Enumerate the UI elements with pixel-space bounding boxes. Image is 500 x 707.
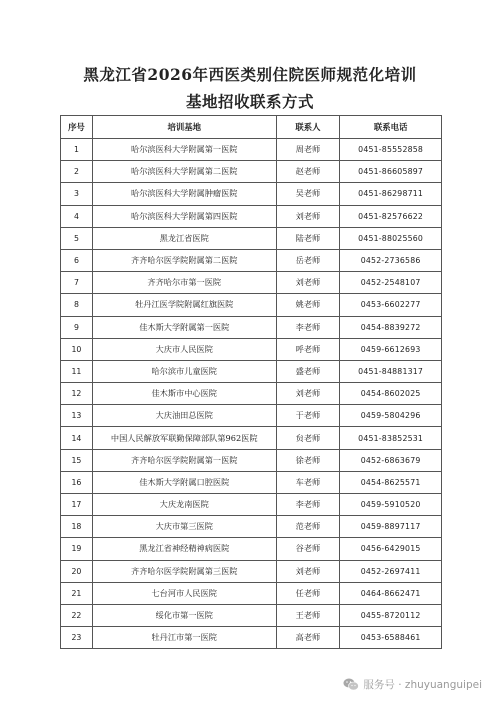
- row-contact: 王老师: [276, 604, 340, 626]
- row-phone: 0453-6588461: [340, 627, 442, 649]
- row-phone: 0452-6863679: [340, 449, 442, 471]
- row-index: 2: [61, 161, 93, 183]
- row-contact: 刘老师: [276, 272, 340, 294]
- row-contact: 盛老师: [276, 360, 340, 382]
- row-base-name: 牡丹江市第一医院: [92, 627, 276, 649]
- row-index: 19: [61, 538, 93, 560]
- row-index: 22: [61, 604, 93, 626]
- row-index: 18: [61, 516, 93, 538]
- table-row: [61, 294, 442, 316]
- row-contact: 岳老师: [276, 249, 340, 271]
- row-contact: 范老师: [276, 516, 340, 538]
- watermark: [343, 677, 482, 692]
- row-base-name: 哈尔滨医科大学附属肿瘤医院: [92, 183, 276, 205]
- row-index: 21: [61, 582, 93, 604]
- row-base-name: 佳木斯大学附属第一医院: [92, 316, 276, 338]
- header-index: 序号: [61, 116, 93, 139]
- row-phone: 0451-82576622: [340, 205, 442, 227]
- row-phone: 0452-2697411: [340, 560, 442, 582]
- table-row: [61, 272, 442, 294]
- table-row: [61, 516, 442, 538]
- row-base-name: 大庆油田总医院: [92, 405, 276, 427]
- row-phone: 0453-6602277: [340, 294, 442, 316]
- row-index: 12: [61, 383, 93, 405]
- row-index: 5: [61, 227, 93, 249]
- table-header-row: [61, 116, 442, 139]
- row-phone: 0452-2548107: [340, 272, 442, 294]
- row-phone: 0454-8839272: [340, 316, 442, 338]
- table-row: [61, 360, 442, 382]
- row-contact: 周老师: [276, 139, 340, 161]
- row-phone: 0454-8602025: [340, 383, 442, 405]
- row-phone: 0452-2736586: [340, 249, 442, 271]
- row-base-name: 大庆龙南医院: [92, 494, 276, 516]
- row-index: 14: [61, 427, 93, 449]
- row-contact: 高老师: [276, 627, 340, 649]
- table-row: [61, 383, 442, 405]
- row-contact: 刘老师: [276, 560, 340, 582]
- table-row: [61, 227, 442, 249]
- row-base-name: 牡丹江医学院附属红旗医院: [92, 294, 276, 316]
- row-contact: 贠老师: [276, 427, 340, 449]
- row-base-name: 哈尔滨医科大学附属第二医院: [92, 161, 276, 183]
- document-title-line1: 黑龙江省2026年西医类别住院医师规范化培训: [83, 65, 417, 84]
- row-contact: 徐老师: [276, 449, 340, 471]
- row-base-name: 哈尔滨医科大学附属第四医院: [92, 205, 276, 227]
- row-contact: 车老师: [276, 471, 340, 493]
- table-row: [61, 494, 442, 516]
- contact-table: [60, 115, 442, 649]
- row-contact: 任老师: [276, 582, 340, 604]
- table-row: [61, 183, 442, 205]
- row-base-name: 大庆市第三医院: [92, 516, 276, 538]
- row-phone: 0455-8720112: [340, 604, 442, 626]
- row-contact: 刘老师: [276, 205, 340, 227]
- row-phone: 0451-88025560: [340, 227, 442, 249]
- row-contact: 赵老师: [276, 161, 340, 183]
- row-base-name: 哈尔滨市儿童医院: [92, 360, 276, 382]
- row-base-name: 黑龙江省神经精神病医院: [92, 538, 276, 560]
- table-row: [61, 538, 442, 560]
- table-row: [61, 471, 442, 493]
- row-phone: 0454-8625571: [340, 471, 442, 493]
- table-row: [61, 205, 442, 227]
- row-base-name: 黑龙江省医院: [92, 227, 276, 249]
- row-index: 8: [61, 294, 93, 316]
- row-index: 6: [61, 249, 93, 271]
- row-contact: 呼老师: [276, 338, 340, 360]
- row-contact: 刘老师: [276, 383, 340, 405]
- row-contact: 姚老师: [276, 294, 340, 316]
- watermark-text: 服务号 · zhuyuanguipei: [363, 679, 482, 691]
- table-row: [61, 627, 442, 649]
- header-base: 培训基地: [92, 116, 276, 139]
- table-row: [61, 604, 442, 626]
- row-phone: 0456-6429015: [340, 538, 442, 560]
- row-contact: 于老师: [276, 405, 340, 427]
- row-phone: 0451-84881317: [340, 360, 442, 382]
- row-index: 1: [61, 139, 93, 161]
- table-row: [61, 338, 442, 360]
- row-index: 23: [61, 627, 93, 649]
- row-contact: 陆老师: [276, 227, 340, 249]
- row-base-name: 齐齐哈尔医学院附属第二医院: [92, 249, 276, 271]
- row-phone: 0464-8662471: [340, 582, 442, 604]
- table-row: [61, 560, 442, 582]
- row-phone: 0451-85552858: [340, 139, 442, 161]
- row-index: 11: [61, 360, 93, 382]
- row-contact: 李老师: [276, 494, 340, 516]
- table-row: [61, 161, 442, 183]
- document-title-line2: 基地招收联系方式: [185, 92, 314, 111]
- table-row: [61, 582, 442, 604]
- row-phone: 0459-8897117: [340, 516, 442, 538]
- row-contact: 吴老师: [276, 183, 340, 205]
- row-index: 17: [61, 494, 93, 516]
- wechat-icon: [343, 678, 359, 691]
- row-contact: 李老师: [276, 316, 340, 338]
- row-base-name: 佳木斯市中心医院: [92, 383, 276, 405]
- table-row: [61, 405, 442, 427]
- row-phone: 0451-86298711: [340, 183, 442, 205]
- header-phone: 联系电话: [340, 116, 442, 139]
- row-base-name: 佳木斯大学附属口腔医院: [92, 471, 276, 493]
- row-index: 15: [61, 449, 93, 471]
- row-contact: 谷老师: [276, 538, 340, 560]
- row-base-name: 大庆市人民医院: [92, 338, 276, 360]
- row-base-name: 中国人民解放军联勤保障部队第962医院: [92, 427, 276, 449]
- row-base-name: 齐齐哈尔市第一医院: [92, 272, 276, 294]
- row-index: 7: [61, 272, 93, 294]
- row-index: 20: [61, 560, 93, 582]
- row-base-name: 齐齐哈尔医学院附属第三医院: [92, 560, 276, 582]
- row-index: 10: [61, 338, 93, 360]
- row-index: 4: [61, 205, 93, 227]
- row-index: 16: [61, 471, 93, 493]
- row-base-name: 齐齐哈尔医学院附属第一医院: [92, 449, 276, 471]
- table-row: [61, 449, 442, 471]
- row-phone: 0451-86605897: [340, 161, 442, 183]
- table-row: [61, 316, 442, 338]
- row-phone: 0459-5804296: [340, 405, 442, 427]
- row-index: 9: [61, 316, 93, 338]
- table-row: [61, 427, 442, 449]
- row-base-name: 绥化市第一医院: [92, 604, 276, 626]
- row-base-name: 哈尔滨医科大学附属第一医院: [92, 139, 276, 161]
- row-phone: 0451-83852531: [340, 427, 442, 449]
- header-contact: 联系人: [276, 116, 340, 139]
- row-index: 3: [61, 183, 93, 205]
- row-phone: 0459-6612693: [340, 338, 442, 360]
- row-base-name: 七台河市人民医院: [92, 582, 276, 604]
- row-phone: 0459-5910520: [340, 494, 442, 516]
- table-row: [61, 139, 442, 161]
- row-index: 13: [61, 405, 93, 427]
- table-row: [61, 249, 442, 271]
